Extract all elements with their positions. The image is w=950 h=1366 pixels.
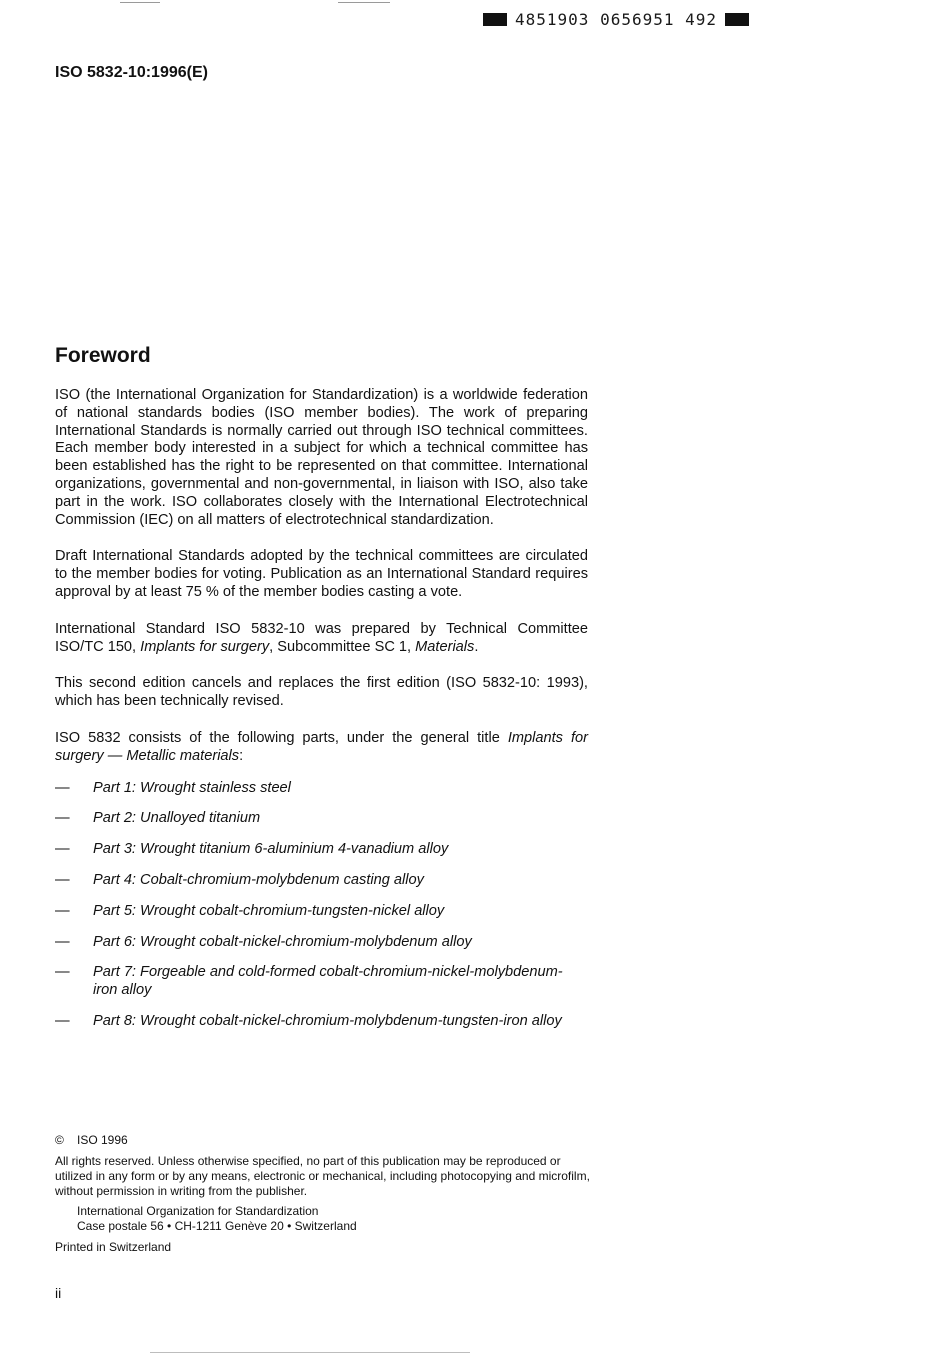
- list-item: [55, 934, 588, 952]
- list-item: [55, 841, 588, 859]
- barcode-number: 4851903 0656951 492: [515, 10, 718, 29]
- parts-intro-suffix: :: [239, 747, 244, 764]
- part-title: Part 5: Wrought cobalt-chromium-tungsten-nickel alloy: [93, 902, 445, 919]
- document-id: ISO 5832-10:1996(E): [55, 64, 208, 81]
- part-title: Part 1: Wrought stainless steel: [93, 779, 291, 796]
- list-dash: —: [55, 871, 70, 888]
- list-item: [55, 903, 588, 921]
- list-dash: —: [55, 964, 70, 981]
- list-dash: —: [55, 779, 70, 796]
- printed-in: Printed in Switzerland: [55, 1240, 172, 1254]
- barcode-header: [483, 10, 749, 29]
- paragraph-edition: This second edition cancels and replaces the first edition (ISO 5832-10: 1993), which has been technically revised.: [55, 675, 588, 710]
- copyright-symbol: ©: [55, 1133, 64, 1147]
- committee-title: Implants for surgery: [140, 638, 270, 655]
- prepared-by-prefix: International Standard ISO 5832-10 was prepared by Technical Committee ISO/TC 150,: [55, 620, 588, 655]
- part-title: Part 3: Wrought titanium 6-aluminium 4-vanadium alloy: [93, 841, 449, 858]
- scan-artifact-bottom: [150, 1352, 470, 1353]
- foreword-body: [55, 387, 588, 1044]
- list-item: [55, 780, 588, 798]
- part-title: Part 2: Unalloyed titanium: [93, 810, 261, 827]
- list-item: [55, 872, 588, 890]
- list-item: [55, 1013, 588, 1031]
- parts-intro-prefix: ISO 5832 consists of the following parts, under the general title: [55, 729, 508, 746]
- list-dash: —: [55, 933, 70, 950]
- page-number: ii: [55, 1285, 62, 1301]
- copyright-year: ISO 1996: [77, 1133, 128, 1147]
- general-title: Implants for surgery — Metallic materials: [55, 729, 588, 764]
- part-title: Part 8: Wrought cobalt-nickel-chromium-molybdenum-tungsten-iron alloy: [93, 1012, 562, 1029]
- list-dash: —: [55, 1012, 70, 1029]
- page-title: Foreword: [55, 344, 151, 367]
- prepared-by-middle: , Subcommittee SC 1,: [269, 638, 416, 655]
- list-dash: —: [55, 902, 70, 919]
- part-title: Part 6: Wrought cobalt-nickel-chromium-molybdenum alloy: [93, 933, 472, 950]
- paragraph-prepared-by: [55, 621, 588, 657]
- paragraph-draft-standards: Draft International Standards adopted by the technical committees are circulated to the member bodies for voting. Publication as an International Standard requires approval by at least 75 % of the member bodies casting a vote.: [55, 548, 588, 600]
- copyright-line: [55, 1133, 595, 1148]
- paragraph-iso-intro: ISO (the International Organization for Standardization) is a worldwide federation of national standards bodies (ISO member bodies). The work of preparing International Standards is normally carried out through ISO technical committees. Each member body interested in a subject for which a technical committee has been established has the right to be represented on that committee. International organizations, governmental and non-governmental, in liaison with ISO, also take part in the work. ISO collaborates closely with the International Electrotechnical Commission (IEC) on all matters of electrotechnical standardization.: [55, 387, 588, 528]
- publisher-name: International Organization for Standardization: [77, 1204, 319, 1218]
- copyright-block: [55, 1133, 595, 1255]
- barcode-block-left: [483, 13, 507, 26]
- subcommittee-title: Materials: [415, 638, 475, 655]
- paragraph-parts-intro: [55, 730, 588, 766]
- part-title: Part 4: Cobalt-chromium-molybdenum casting alloy: [93, 871, 424, 888]
- rights-notice: All rights reserved. Unless otherwise specified, no part of this publication may be reproduced or utilized in any form or by any means, electronic or mechanical, including photocopying and microfilm, without permission in writing from the publisher.: [55, 1154, 590, 1198]
- list-item: [55, 810, 588, 828]
- publisher-postal: Case postale 56 • CH-1211 Genève 20 • Switzerland: [77, 1219, 357, 1233]
- parts-list: [55, 780, 588, 1031]
- barcode-block-right: [725, 13, 749, 26]
- prepared-by-suffix: .: [474, 638, 479, 655]
- scan-artifact-top-1: [120, 2, 160, 3]
- list-dash: —: [55, 810, 70, 827]
- list-item: [55, 964, 588, 1000]
- publisher-address: [77, 1204, 595, 1234]
- scan-artifact-top-2: [338, 2, 390, 3]
- part-title: Part 7: Forgeable and cold-formed cobalt-chromium-nickel-molybdenum-iron alloy: [93, 964, 563, 999]
- list-dash: —: [55, 841, 70, 858]
